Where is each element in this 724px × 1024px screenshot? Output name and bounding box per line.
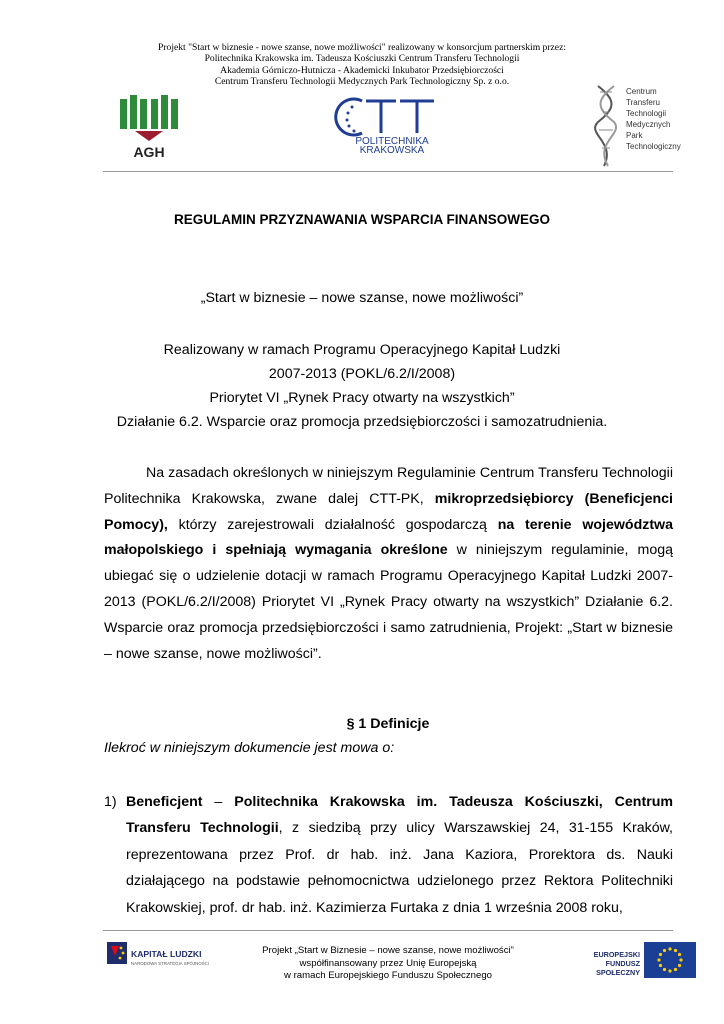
eu-star-icon bbox=[678, 953, 681, 956]
eu-star-icon bbox=[657, 958, 660, 961]
header-line: Centrum Transferu Technologii Medycznych Park Technologiczny Sp. z o.o. bbox=[214, 76, 510, 88]
ctt-politechnika-logo bbox=[334, 93, 446, 155]
section-title: § 1 Definicje bbox=[346, 716, 430, 732]
footer-line: w ramach Europejskiego Funduszu Społecznego bbox=[284, 970, 492, 981]
kapital-ludzki-subtitle: NARODOWA STRATEGIA SPÓJNOŚCI bbox=[131, 961, 210, 966]
program-line: Realizowany w ramach Programu Operacyjnego Kapitał Ludzki bbox=[163, 342, 561, 358]
intro-paragraph: Na zasadach określonych w niniejszym Regulaminie Centrum Transferu Technologii Politechnika Krakowska, zwane dalej CTT-PK, mikroprzedsiębiorcy (Beneficjenci Pomocy), którzy zarejestrowali działalność gospodarczą na terenie województwa małopolskiego i spełniają wymagania określone w niniejszym regulaminie, mogą ubiegać się o udzielenie dotacji w ramach Programu Operacyjnego Kapitał Ludzki 2007-2013 (POKL/6.2/I/2008) Priorytet VI „Rynek Pracy otwarty na wszystkich” Działanie 6.2. Wsparcie oraz promocja przedsiębiorczości i samo zatrudnienia, Projekt: „Start w biznesie – nowe szanse, nowe możliwości”. bbox=[104, 465, 673, 662]
eu-star-icon bbox=[679, 958, 682, 961]
eu-flag-icon bbox=[644, 942, 696, 978]
program-line: Działanie 6.2. Wsparcie oraz promocja przedsiębiorczości i samozatrudnienia. bbox=[116, 414, 608, 430]
footer-line: Projekt „Start w Biznesie – nowe szanse, nowe możliwości” bbox=[262, 945, 514, 956]
definition-item bbox=[104, 789, 673, 921]
eu-star-icon bbox=[678, 964, 681, 967]
ctt-logo-line1: POLITECHNIKA bbox=[355, 136, 429, 147]
eu-star-icon bbox=[659, 953, 662, 956]
eu-star-icon bbox=[668, 969, 671, 972]
program-line: Priorytet VI „Rynek Pracy otwarty na wszystkich” bbox=[209, 390, 515, 406]
header-line: Akademia Górniczo-Hutnicza - Akademicki Inkubator Przedsiębiorczości bbox=[220, 64, 504, 76]
program-info bbox=[0, 338, 724, 434]
definition-text: Beneficjent – Politechnika Krakowska im. Tadeusza Kościuszki, Centrum Transferu Technologii, z siedzibą przy ulicy Warszawskiej 24, 31-155 Kraków, reprezentowana przez Prof. dr hab. inż. Jana Kaziora, Prorektora ds. Nauki działającego na podstawie pełnomocnictwa udzielonego przez Rektora Politechniki Krakowskiej, prof. dr hab. inż. Kazimierza Furtaka z dnia 1 września 2008 roku, bbox=[126, 794, 673, 916]
park-technologiczny-logo bbox=[590, 82, 680, 172]
park-logo-text: Centrum Transferu Technologii Medycznych Park Technologiczny bbox=[626, 87, 681, 151]
agh-logo bbox=[118, 93, 180, 159]
footer-line: współfinansowany przez Unię Europejską bbox=[299, 957, 477, 969]
eu-star-icon bbox=[663, 949, 666, 952]
header-line: Projekt "Start w biznesie - nowe szanse, nowe możliwości" realizowany w konsorcjum partnerskim przez: bbox=[158, 42, 566, 53]
eu-star-icon bbox=[663, 968, 666, 971]
agh-logo-text: AGH bbox=[133, 144, 165, 159]
document-title: REGULAMIN PRZYZNAWANIA WSPARCIA FINANSOWEGO bbox=[174, 212, 550, 227]
project-name: „Start w biznesie – nowe szanse, nowe możliwości” bbox=[200, 290, 524, 306]
section-intro: Ilekroć w niniejszym dokumencie jest mowa o: bbox=[104, 740, 395, 756]
header-line: Politechnika Krakowska im. Tadeusza Kościuszki Centrum Transferu Technologii bbox=[204, 53, 520, 65]
kapital-ludzki-title: KAPITAŁ LUDZKI bbox=[131, 949, 202, 959]
header-divider bbox=[103, 171, 673, 172]
header-consortium-text bbox=[0, 42, 724, 88]
eu-star-icon bbox=[668, 947, 671, 950]
ctt-logo-line2: KRAKOWSKA bbox=[359, 145, 425, 155]
program-line: 2007-2013 (POKL/6.2/I/2008) bbox=[268, 366, 456, 382]
eu-social-fund-logo bbox=[560, 940, 696, 980]
eu-star-icon bbox=[674, 949, 677, 952]
definition-number: 1) bbox=[104, 794, 117, 810]
footer-divider bbox=[103, 930, 673, 931]
eu-star-icon bbox=[659, 964, 662, 967]
eu-logo-text: EUROPEJSKI FUNDUSZ SPOŁECZNY bbox=[593, 950, 640, 977]
eu-star-icon bbox=[674, 968, 677, 971]
